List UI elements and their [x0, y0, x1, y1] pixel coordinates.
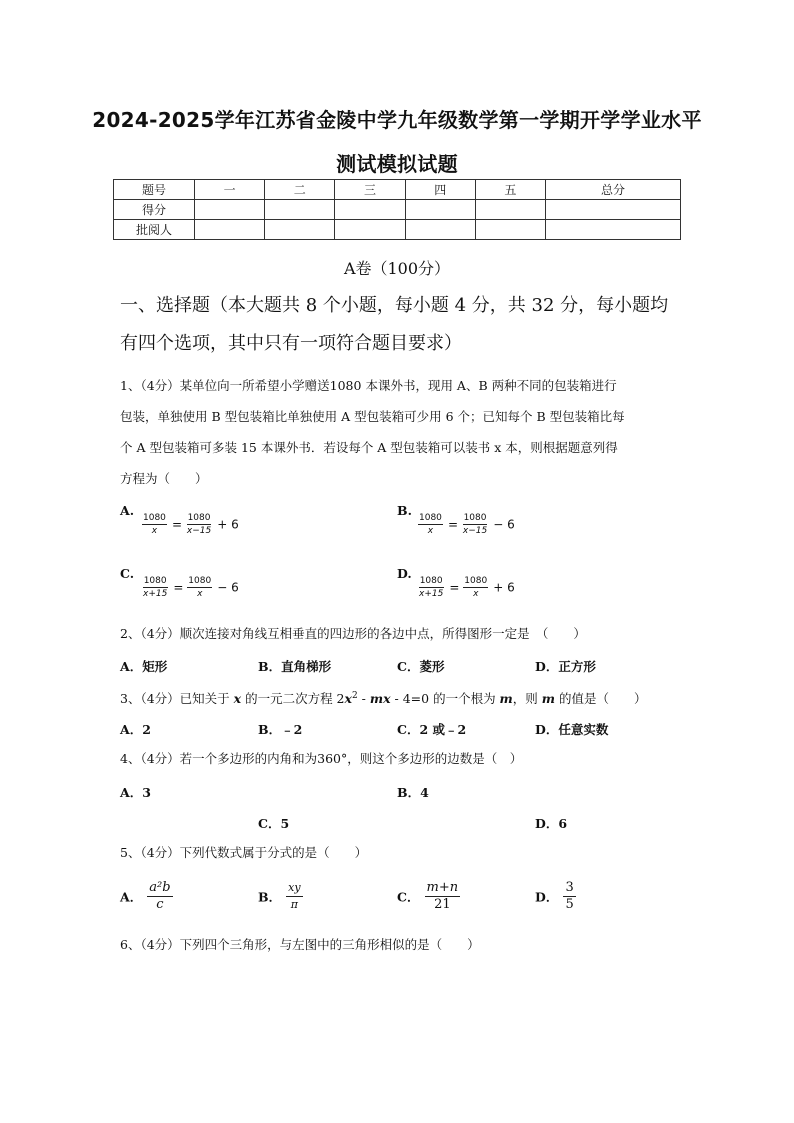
- score-table-cell: [405, 200, 475, 220]
- question-5-option-b: B． $\frac{xy}{\pi}$: [258, 881, 301, 911]
- score-table-cell: 总分: [546, 180, 681, 200]
- question-3-option-d: D．任意实数: [535, 722, 609, 737]
- question-1-line-2: 包装，单独使用 B 型包装箱比单独使用 A 型包装箱可少用 6 个；已知每个 B 型包装箱比每: [120, 409, 625, 424]
- question-1-option-a-formula: $\frac{1080}{x}$ = $\frac{1080}{x-15}$ + 6: [143, 513, 239, 536]
- question-5-stem: 5、（4分）下列代数式属于分式的是（ ）: [120, 845, 368, 860]
- question-3-option-b: B．﹣2: [258, 722, 303, 737]
- question-2-option-b: B．直角梯形: [258, 659, 332, 674]
- question-1-line-4: 方程为（ ）: [120, 471, 208, 486]
- part-one-heading-line-1: 一、选择题（本大题共 8 个小题，每小题 4 分，共 32 分，每小题均: [120, 295, 669, 316]
- question-2-option-a: A．矩形: [120, 659, 168, 674]
- fraction: $\frac{1080}{x-15}$: [462, 513, 488, 536]
- score-table-cell: 四: [405, 180, 475, 200]
- paper-section-heading: A卷（100分）: [343, 259, 451, 278]
- question-5-option-a: A． $\frac{\text{a²b}}{c}$: [120, 880, 171, 912]
- question-4-option-b: B．4: [397, 785, 429, 800]
- score-table-cell: [265, 220, 335, 240]
- question-4-option-a: A．3: [120, 785, 151, 800]
- question-2-option-c: C．菱形: [397, 659, 445, 674]
- exam-title-line-1: 2024-2025学年江苏省金陵中学九年级数学第一学期开学学业水平: [92, 108, 702, 132]
- score-table-cell: 得分: [114, 200, 195, 220]
- question-2-stem: 2、（4分）顺次连接对角线互相垂直的四边形的各边中点，所得图形一定是 （ ）: [120, 626, 586, 641]
- score-table-cell: 批阅人: [114, 220, 195, 240]
- fraction: $\frac{1080}{x-15}$: [186, 513, 212, 536]
- fraction: $\frac{3}{5}$: [565, 880, 574, 912]
- score-table-cell: [335, 220, 405, 240]
- question-3-option-a: A．2: [120, 722, 151, 737]
- score-table-cell: 五: [475, 180, 545, 200]
- fraction: $\frac{1080}{x}$: [188, 576, 212, 599]
- question-4-stem: 4、（4分）若一个多边形的内角和为360°，则这个多边形的边数是（ ）: [120, 751, 523, 766]
- score-table-cell: [195, 200, 265, 220]
- score-table-row: [114, 200, 681, 220]
- score-table-row: [114, 220, 681, 240]
- fraction: $\frac{1080}{x}$: [464, 576, 488, 599]
- question-4-option-d: D．6: [535, 816, 568, 831]
- question-2-option-d: D．正方形: [535, 659, 596, 674]
- question-1-option-d-label: D.: [397, 566, 412, 581]
- score-table-cell: 一: [195, 180, 265, 200]
- question-5-option-d: D． $\frac{3}{5}$: [535, 880, 574, 912]
- question-1-line-3: 个 A 型包装箱可多装 15 本课外书．若设每个 A 型包装箱可以装书 x 本，则根据题意列得: [120, 440, 618, 455]
- score-table-cell: 三: [335, 180, 405, 200]
- part-one-heading-line-2: 有四个选项，其中只有一项符合题目要求）: [120, 333, 462, 354]
- fraction: $\frac{1080}{x+15}$: [419, 576, 444, 599]
- score-table-cell: 题号: [114, 180, 195, 200]
- fraction: $\frac{1080}{x}$: [419, 513, 442, 536]
- score-table-cell: [546, 220, 681, 240]
- question-1-line-1: 1、（4分）某单位向一所希望小学赠送1080 本课外书，现用 A、B 两种不同的包装箱进行: [120, 378, 617, 393]
- question-4-option-c: C．5: [258, 816, 290, 831]
- score-table-cell: [265, 200, 335, 220]
- fraction: $\frac{xy}{\pi}$: [288, 881, 301, 911]
- question-1-option-a-label: A.: [120, 503, 135, 518]
- score-table-cell: [546, 200, 681, 220]
- score-table: [113, 179, 681, 240]
- score-table-cell: [475, 220, 545, 240]
- question-1-stem: [120, 370, 690, 494]
- score-table-cell: [475, 200, 545, 220]
- question-5-option-c: C． $\frac{m+n}{21}$: [397, 880, 459, 912]
- score-table-cell: [405, 220, 475, 240]
- score-table-cell: [335, 200, 405, 220]
- question-3-option-c: C．2 或﹣2: [397, 722, 467, 737]
- fraction: $\frac{\text{a²b}}{c}$: [149, 880, 171, 912]
- fraction: $\frac{1080}{x+15}$: [143, 576, 168, 599]
- question-1-option-b-formula: $\frac{1080}{x}$ = $\frac{1080}{x-15}$ − 6: [419, 513, 515, 536]
- question-1-option-b-label: B.: [397, 503, 412, 518]
- question-1-option-c-formula: $\frac{1080}{x+15}$ = $\frac{1080}{x}$ − 6: [143, 576, 239, 599]
- question-1-option-c-label: C.: [120, 566, 135, 581]
- score-table-cell: [195, 220, 265, 240]
- question-3-stem: 3、（4分）已知关于 x 的一元二次方程 $2x^2$ - mx - 4=0 的一个根为 m，则 m 的值是（ ）: [120, 691, 647, 707]
- question-6-stem: 6、（4分）下列四个三角形，与左图中的三角形相似的是（ ）: [120, 937, 480, 952]
- part-one-heading: [120, 290, 690, 360]
- score-table-cell: 二: [265, 180, 335, 200]
- question-1-option-d-formula: $\frac{1080}{x+15}$ = $\frac{1080}{x}$ + 6: [419, 576, 515, 599]
- score-table-header-row: [114, 180, 681, 200]
- fraction: $\frac{m+n}{21}$: [426, 880, 459, 912]
- fraction: $\frac{1080}{x}$: [143, 513, 166, 536]
- exam-title-line-2: 测试模拟试题: [336, 152, 458, 176]
